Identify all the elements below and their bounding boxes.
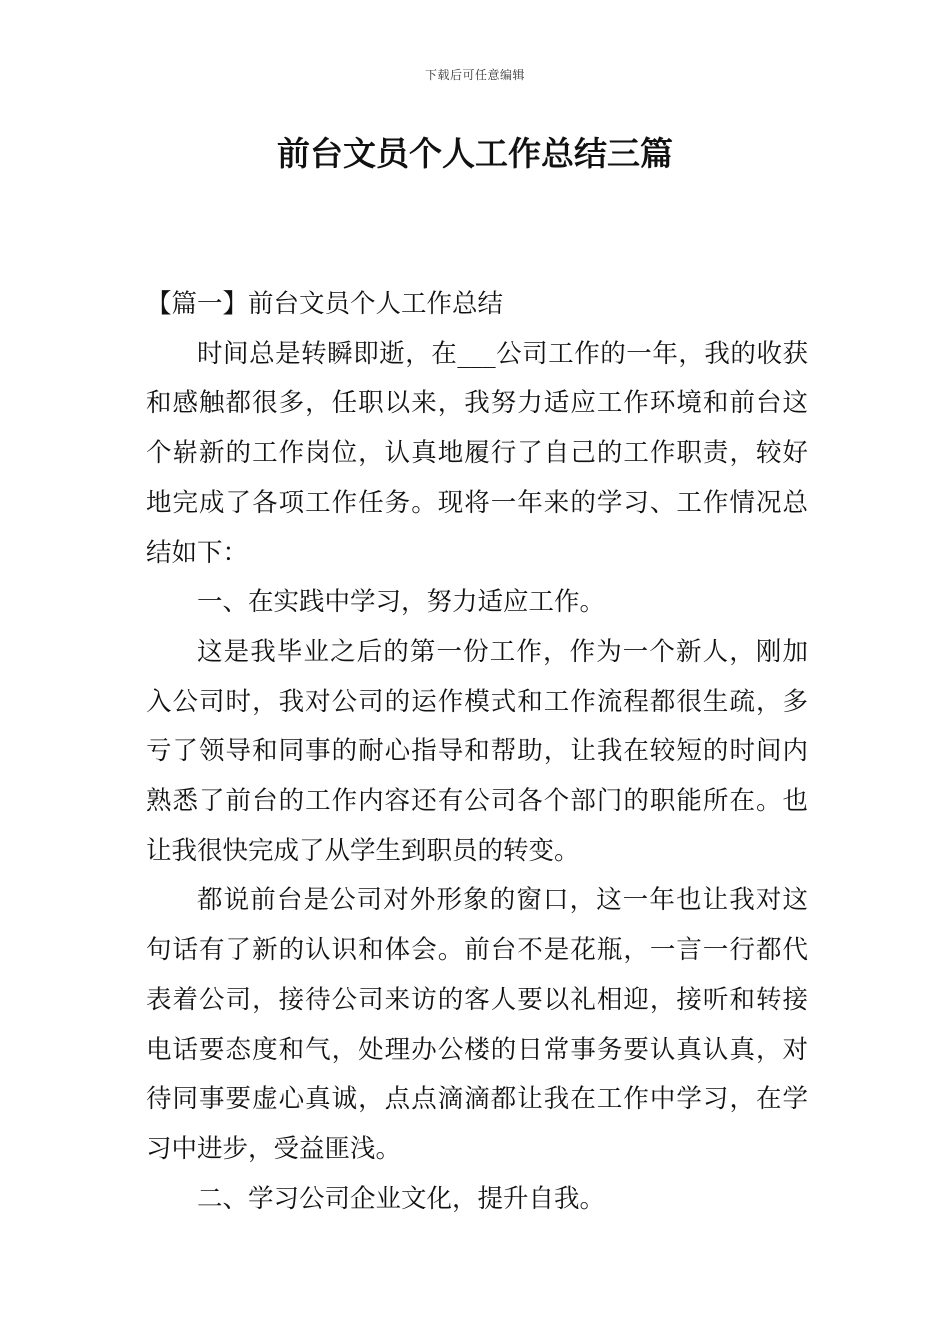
section-heading: 【篇一】前台文员个人工作总结 xyxy=(146,289,504,319)
subheading: 一、在实践中学习，努力适应工作。 xyxy=(197,587,606,618)
header-note: 下载后可任意编辑 xyxy=(424,68,525,82)
paragraph: 时间总是转瞬即逝，在___公司工作的一年，我的收获和感触都很多，任职以来，我努力适应工作环境和前台这个崭新的工作岗位，认真地履行了自己的工作职责，较好地完成了各项工作任务。现将一年来的学习、工作情况总结如下： xyxy=(146,338,808,568)
paragraph: 这是我毕业之后的第一份工作，作为一个新人，刚加入公司时，我对公司的运作模式和工作流程都很生疏，多亏了领导和同事的耐心指导和帮助，让我在较短的时间内熟悉了前台的工作内容还有公司各个部门的职能所在。也让我很快完成了从学生到职员的转变。 xyxy=(146,636,808,866)
document-title: 前台文员个人工作总结三篇 xyxy=(277,134,673,173)
paragraph: 都说前台是公司对外形象的窗口，这一年也让我对这句话有了新的认识和体会。前台不是花瓶，一言一行都代表着公司，接待公司来访的客人要以礼相迎，接听和转接电话要态度和气，处理办公楼的日常事务要认真认真，对待同事要虚心真诚，点点滴滴都让我在工作中学习，在学习中进步，受益匪浅。 xyxy=(146,885,808,1164)
subheading: 二、学习公司企业文化，提升自我。 xyxy=(197,1183,606,1214)
document-body xyxy=(146,280,808,1224)
